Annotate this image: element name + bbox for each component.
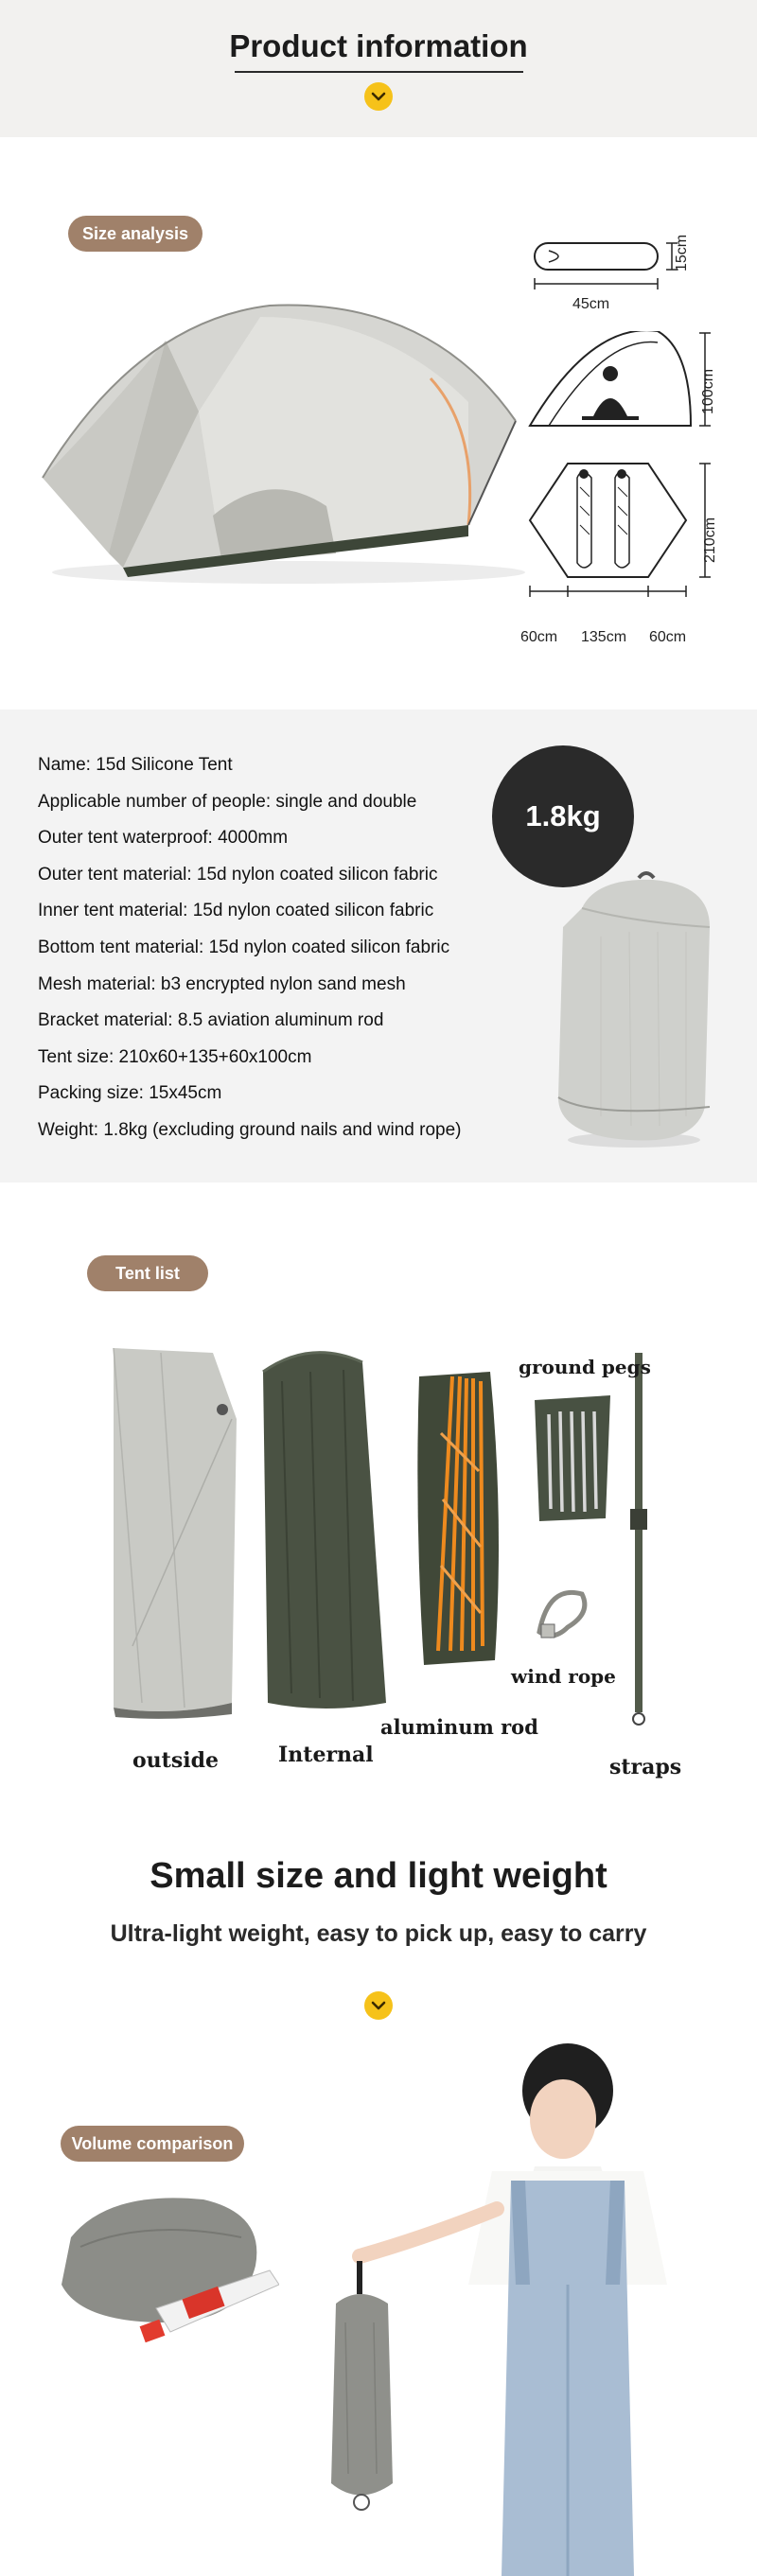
tent-list-section xyxy=(0,1183,757,1826)
section-title: Product information xyxy=(229,28,528,63)
chevron-down-icon xyxy=(364,82,393,111)
straps-photo xyxy=(625,1348,653,1726)
aluminum-rod-label: aluminum rod xyxy=(380,1715,538,1739)
aluminum-rod-photo xyxy=(414,1358,509,1670)
wind-rope-photo xyxy=(530,1575,596,1651)
weight-badge: 1.8kg xyxy=(492,745,634,887)
spec-item: Bracket material: 8.5 aviation aluminum rod xyxy=(38,1010,384,1031)
width-left-label: 60cm xyxy=(520,629,558,645)
spec-item: Outer tent material: 15d nylon coated silicon fabric xyxy=(38,864,438,885)
bag-height-label: 15cm xyxy=(674,234,690,272)
spec-item: Mesh material: b3 encrypted nylon sand mesh xyxy=(38,973,406,994)
ground-pegs-photo xyxy=(530,1391,615,1523)
spec-item: Applicable number of people: single and double xyxy=(38,791,417,812)
width-middle-label: 135cm xyxy=(581,629,627,645)
bag-bottle-comparison-photo xyxy=(52,2181,279,2398)
size-analysis-section xyxy=(0,137,757,710)
model-holding-bag-photo xyxy=(331,2039,748,2576)
light-weight-subtitle: Ultra-light weight, easy to pick up, easy to carry xyxy=(110,1920,647,1947)
width-right-label: 60cm xyxy=(649,629,687,645)
ground-pegs-label: ground pegs xyxy=(519,1356,651,1378)
packed-tent-bag-photo xyxy=(544,870,724,1154)
tent-list-label: Tent list xyxy=(87,1255,208,1291)
spec-item: Inner tent material: 15d nylon coated silicon fabric xyxy=(38,901,434,921)
specifications-section xyxy=(0,710,757,1183)
light-weight-title: Small size and light weight xyxy=(150,1856,607,1896)
straps-label: straps xyxy=(609,1755,682,1779)
light-weight-section xyxy=(0,1826,757,1977)
inner-tent-photo xyxy=(254,1343,396,1712)
spec-item: Bottom tent material: 15d nylon coated silicon fabric xyxy=(38,937,450,957)
wind-rope-label: wind rope xyxy=(511,1665,616,1688)
size-analysis-label: Size analysis xyxy=(68,216,202,252)
spec-item: Outer tent waterproof: 4000mm xyxy=(38,828,289,849)
product-info-header xyxy=(0,0,757,137)
title-underline xyxy=(235,71,523,73)
internal-label: Internal xyxy=(278,1743,374,1767)
spec-item: Packing size: 15x45cm xyxy=(38,1083,222,1104)
spec-item: Name: 15d Silicone Tent xyxy=(38,755,233,775)
tent-height-label: 100cm xyxy=(700,368,716,414)
chevron-down-icon xyxy=(364,1991,393,2020)
tent-front-view xyxy=(525,331,714,435)
bag-length-label: 45cm xyxy=(572,296,610,312)
packed-bag-diagram xyxy=(530,232,719,307)
volume-comparison-section xyxy=(0,1977,757,2576)
tent-length-label: 210cm xyxy=(702,517,718,563)
spec-list xyxy=(38,747,530,1149)
tent-photo xyxy=(24,289,535,601)
outer-fly-photo xyxy=(104,1343,246,1722)
tent-floor-plan xyxy=(525,459,714,601)
spec-item: Tent size: 210x60+135+60x100cm xyxy=(38,1046,312,1067)
volume-comparison-label: Volume comparison xyxy=(61,2126,244,2162)
outside-label: outside xyxy=(132,1748,219,1773)
spec-item: Weight: 1.8kg (excluding ground nails and wind rope) xyxy=(38,1119,462,1140)
